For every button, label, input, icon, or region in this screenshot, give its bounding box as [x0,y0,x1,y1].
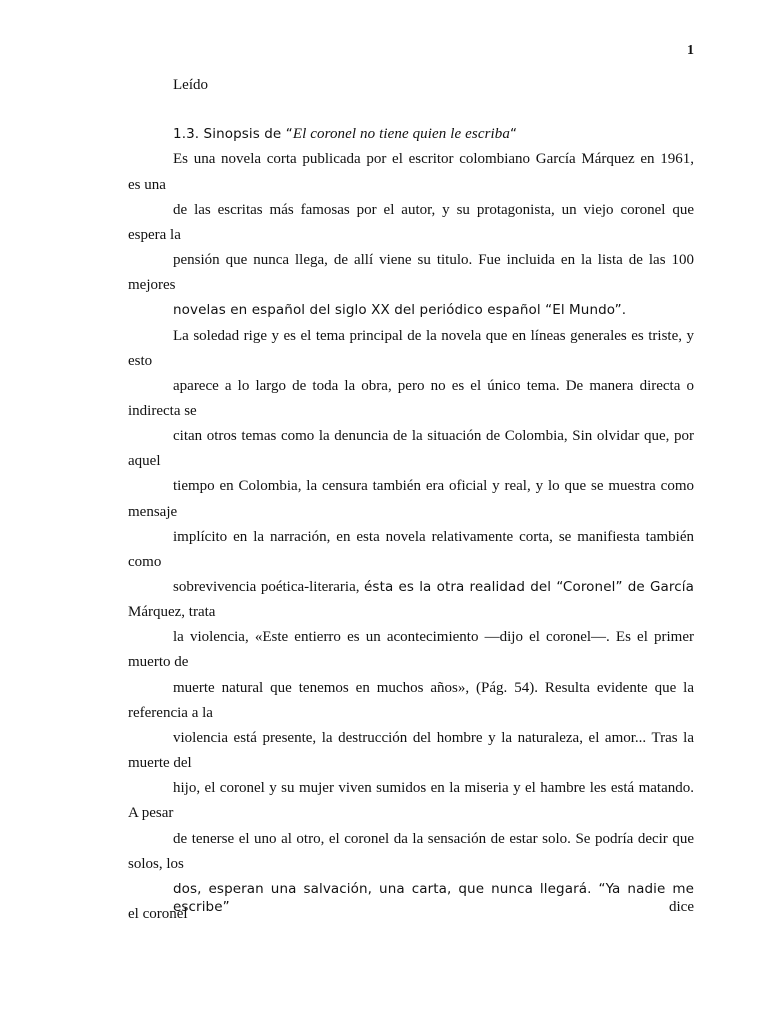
line-10-part-a: sobrevivencia poética-literaria, [173,579,365,595]
line-15-wrap: solos, los [128,856,184,872]
line-13-wrap: muerte del [128,755,192,771]
line-15: de tenerse el uno al otro, el coronel da la sensación de estar solo. Se podría decir que [173,831,694,847]
line-9: implícito en la narración, en esta novela relativamente corta, se manifiesta también [173,529,694,545]
line-12-wrap: referencia a la [128,705,213,721]
line-10 [173,578,694,596]
line-10-wrap: Márquez, trata [128,604,216,620]
heading-title: El coronel no tiene quien le escriba [292,126,510,142]
line-3-wrap: mejores [128,277,176,293]
line-8-wrap: mensaje [128,504,178,520]
line-12: muerte natural que tenemos en muchos años», (Pág. 54). Resulta evidente que la [173,680,694,696]
line-7: citan otros temas como la denuncia de la situación de Colombia, Sin olvidar que, por [173,428,694,444]
line-16 [173,880,694,915]
line-4: novelas en español del siglo XX del periódico español “El Mundo”. [173,302,627,318]
line-16-wrap: el coronel [128,906,188,922]
line-11: la violencia, «Este entierro es un acontecimiento —dijo el coronel—. Es el primer [173,629,694,645]
line-2: de las escritas más famosas por el autor, y su protagonista, un viejo coronel que [173,202,694,218]
line-10-part-b: ésta es la otra realidad del “Coronel” de García [364,579,694,595]
line-8: tiempo en Colombia, la censura también era oficial y real, y lo que se muestra como [173,478,694,494]
leido-label: Leído [173,77,208,93]
line-6: aparece a lo largo de toda la obra, pero no es el único tema. De manera directa o [173,378,694,394]
line-5-wrap: esto [128,353,153,369]
line-3: pensión que nunca llega, de allí viene su titulo. Fue incluida en la lista de las 100 [173,252,694,268]
line-2-wrap: espera la [128,227,181,243]
line-1: Es una novela corta publicada por el escritor colombiano García Márquez en 1961, [173,151,694,167]
line-1-wrap: es una [128,177,166,193]
line-5: La soledad rige y es el tema principal de la novela que en líneas generales es triste, y [173,328,694,344]
line-11-wrap: muerto de [128,654,189,670]
heading-prefix: 1.3. Sinopsis de “ [173,126,293,142]
line-9-wrap: como [128,554,162,570]
line-14: hijo, el coronel y su mujer viven sumidos en la miseria y el hambre les está matando. [173,780,694,796]
line-7-wrap: aquel [128,453,161,469]
line-6-wrap: indirecta se [128,403,197,419]
heading-suffix: “ [509,126,518,142]
line-16-part-a: dos, esperan una salvación, una carta, que nunca llegará. “Ya nadie me escribe” [173,881,694,915]
page-number: 1 [687,43,694,58]
line-14-wrap: A pesar [128,805,174,821]
line-16-part-b: dice [669,899,694,915]
line-13: violencia está presente, la destrucción del hombre y la naturaleza, el amor... Tras la [173,730,694,746]
section-heading [173,125,517,143]
